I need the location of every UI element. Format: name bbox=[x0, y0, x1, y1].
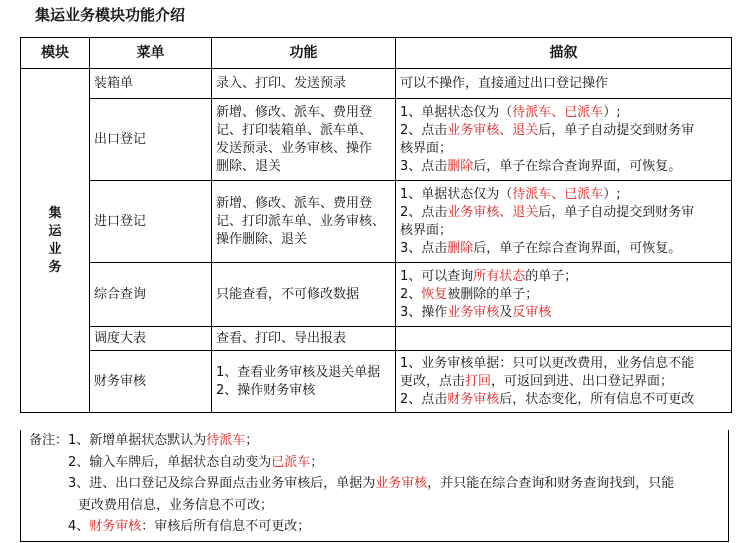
menu-import-registration: 进口登记 bbox=[90, 181, 212, 263]
menu-general-query: 综合查询 bbox=[90, 263, 212, 327]
menu-export-registration: 出口登记 bbox=[90, 99, 212, 181]
menu-finance-audit: 财务审核 bbox=[90, 351, 212, 413]
table-row bbox=[21, 181, 732, 263]
menu-dispatch-table: 调度大表 bbox=[90, 327, 212, 351]
function-cell: 录入、打印、发送预录 bbox=[212, 69, 396, 99]
note-item-continued: 更改费用信息，业务信息不可改； bbox=[78, 497, 274, 513]
module-char: 集 bbox=[48, 205, 62, 221]
header-menu: 菜单 bbox=[90, 38, 212, 69]
note-item: 备注：1、新增单据状态默认为待派车； bbox=[29, 433, 259, 448]
note-item: 4、财务审核：审核后所有信息不可更改； bbox=[68, 519, 311, 534]
note-item: 3、进、出口登记及综合界面点击业务审核后，单据为业务审核，并只能在综合查询和财务查询找到，只能 bbox=[68, 476, 675, 491]
page-title: 集运业务模块功能介绍 bbox=[35, 6, 186, 24]
function-cell: 新增、修改、派车、费用登 记、打印派车单、业务审核、 操作删除、退关 bbox=[212, 181, 396, 263]
menu-packing-list: 装箱单 bbox=[90, 69, 212, 99]
table-row bbox=[21, 327, 732, 351]
header-description: 描叙 bbox=[396, 38, 732, 69]
function-table bbox=[20, 37, 732, 413]
table-row bbox=[21, 263, 732, 327]
function-cell: 只能查看，不可修改数据 bbox=[212, 263, 396, 327]
module-char: 业 bbox=[48, 241, 62, 257]
header-function: 功能 bbox=[212, 38, 396, 69]
table-row bbox=[21, 69, 732, 99]
description-cell: 1、单据状态仅为（待派车、已派车）; 2、点击业务审核、退关后，单子自动提交到财务审 核界面； 3、点击删除后，单子在综合查询界面，可恢复。 bbox=[396, 99, 732, 181]
notes-section bbox=[20, 430, 729, 542]
function-cell: 查看、打印、导出报表 bbox=[212, 327, 396, 351]
description-cell: 1、单据状态仅为（待派车、已派车）; 2、点击业务审核、退关后，单子自动提交到财务审 核界面； 3、点击删除后，单子在综合查询界面，可恢复。 bbox=[396, 181, 732, 263]
module-cell bbox=[21, 69, 90, 413]
module-char: 运 bbox=[48, 223, 62, 239]
description-cell: 1、业务审核单据：只可以更改费用，业务信息不能 更改，点击打回，可返回到进、出口登记界面； 2、点击财务审核后，状态变化，所有信息不可更改 bbox=[396, 351, 732, 413]
function-cell: 1、查看业务审核及退关单据 2、操作财务审核 bbox=[212, 351, 396, 413]
description-cell: 可以不操作，直接通过出口登记操作 bbox=[396, 69, 732, 99]
note-item: 2、输入车牌后，单据状态自动变为已派车； bbox=[68, 454, 324, 470]
table-row bbox=[21, 99, 732, 181]
table-header-row bbox=[21, 38, 732, 69]
description-cell bbox=[396, 327, 732, 351]
description-cell: 1、可以查询所有状态的单子； 2、恢复被删除的单子； 3、操作业务审核及反审核 bbox=[396, 263, 732, 327]
module-char: 务 bbox=[48, 259, 62, 275]
header-module: 模块 bbox=[21, 38, 90, 69]
table-row bbox=[21, 351, 732, 413]
function-cell: 新增、修改、派车、费用登 记、打印装箱单、派车单、 发送预录、业务审核、操作 删除、退关 bbox=[212, 99, 396, 181]
